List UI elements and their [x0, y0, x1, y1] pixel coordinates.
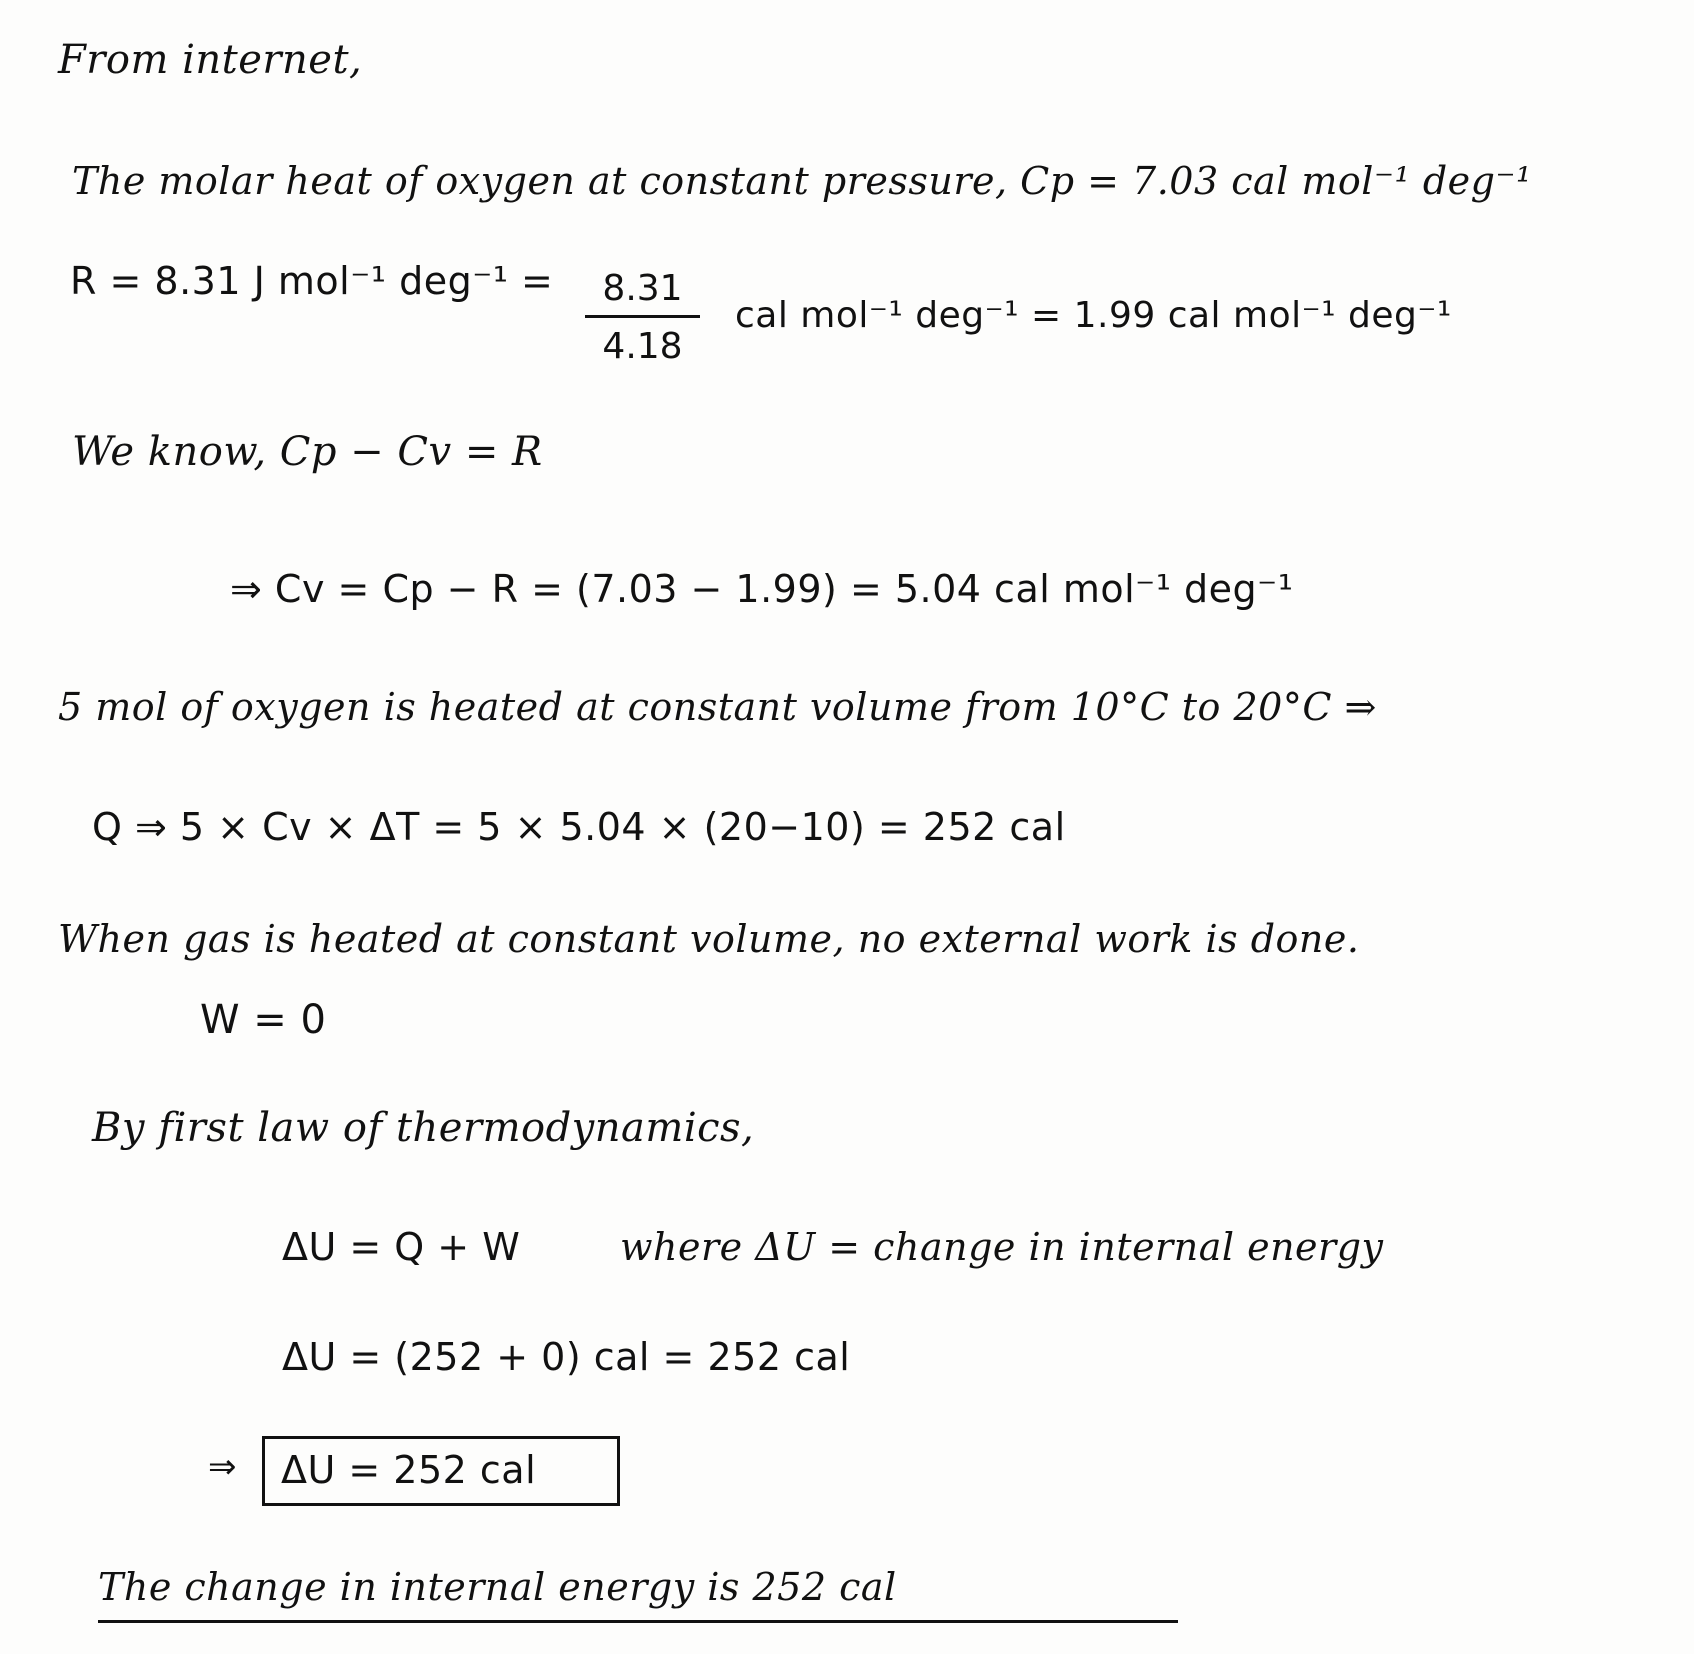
r-conversion-fraction: [585, 268, 700, 367]
fraction-numerator: 8.31: [585, 268, 700, 318]
delta-u-calculation-line: ΔU = (252 + 0) cal = 252 cal: [282, 1335, 851, 1379]
work-statement-line: When gas is heated at constant volume, no external work is done.: [58, 917, 1360, 961]
first-law-line: By first law of thermodynamics,: [92, 1105, 755, 1151]
conclusion-underline: [98, 1620, 1178, 1623]
boxed-answer-text: ΔU = 252 cal: [281, 1448, 537, 1492]
implies-arrow: ⇒: [208, 1447, 237, 1487]
cv-calculation-line: ⇒ Cv = Cp − R = (7.03 − 1.99) = 5.04 cal mol⁻¹ deg⁻¹: [230, 567, 1294, 611]
boxed-answer: [262, 1436, 620, 1506]
problem-statement-line: 5 mol of oxygen is heated at constant volume from 10°C to 20°C ⇒: [58, 685, 1377, 729]
first-law-equation: ΔU = Q + W: [282, 1225, 521, 1269]
delta-u-definition: where ΔU = change in internal energy: [620, 1225, 1384, 1269]
fraction-denominator: 4.18: [602, 326, 683, 367]
heat-calculation-line: Q ⇒ 5 × Cv × ΔT = 5 × 5.04 × (20−10) = 252 cal: [92, 805, 1066, 849]
mayer-relation-line: We know, Cp − Cv = R: [72, 429, 543, 475]
r-result-line: cal mol⁻¹ deg⁻¹ = 1.99 cal mol⁻¹ deg⁻¹: [735, 295, 1452, 336]
conclusion-line: The change in internal energy is 252 cal: [98, 1565, 897, 1609]
cp-definition-line: The molar heat of oxygen at constant pressure, Cp = 7.03 cal mol⁻¹ deg⁻¹: [72, 159, 1532, 203]
intro-line: From internet,: [58, 37, 363, 83]
r-value-line: R = 8.31 J mol⁻¹ deg⁻¹ =: [70, 259, 554, 303]
work-value-line: W = 0: [200, 997, 327, 1043]
